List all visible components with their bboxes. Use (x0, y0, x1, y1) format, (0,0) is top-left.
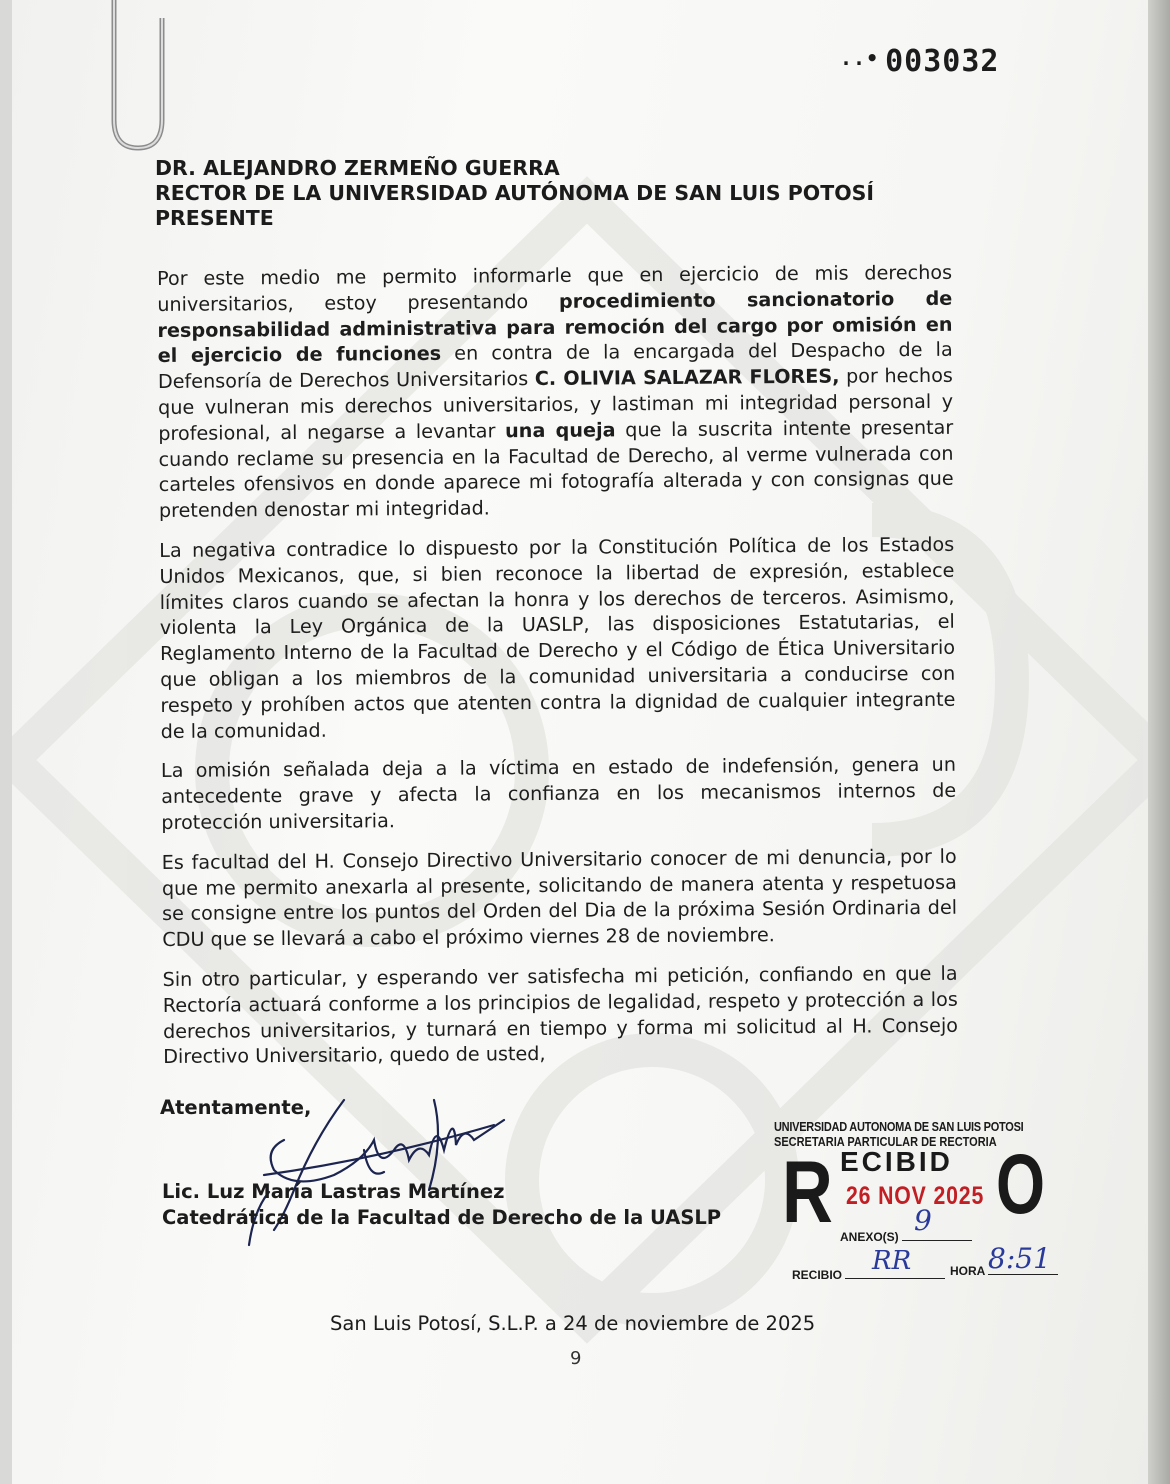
stamp-recibio-value: RR (872, 1246, 912, 1276)
folio-prefix: ..• (840, 46, 880, 70)
page-number: 9 (570, 1348, 582, 1369)
stamp-date: 26 NOV 2025 (846, 1182, 985, 1210)
stamp-letter-o: O (996, 1137, 1046, 1231)
signature-greeting: Atentamente, (160, 1096, 312, 1119)
stamp-hora: HORA (950, 1264, 1058, 1278)
letter-body (157, 260, 958, 1084)
received-stamp (774, 1110, 1074, 1300)
stamp-recibio: RECIBIO (792, 1268, 945, 1282)
page-edge (1148, 0, 1170, 1484)
stamp-office: SECRETARIA PARTICULAR DE RECTORIA (774, 1135, 997, 1149)
stamp-anexo-value: 9 (914, 1204, 932, 1237)
stamp-word: ECIBID (840, 1146, 953, 1177)
paragraph-4: Es facultad del H. Consejo Directivo Universitario conocer de mi denuncia, por lo que me permito anexarla al presente, solicitando de manera atenta y respetuosa se consigne entre los puntos del Orden del Dia de la próxima Sesión Ordinaria del CDU que se llevará a cabo el próximo viernes 28 de noviembre. (161, 844, 958, 952)
folio-number (840, 44, 1000, 79)
paragraph-1: Por este medio me permito informarle que en ejercicio de mis derechos universitarios, estoy presentando procedimiento sancionatorio de responsabilidad administrativa para remoción del cargo por omisión en el ejercicio de funciones en contra de la encargada del Despacho de la Defensoría de Derechos Universitarios C. OLIVIA SALAZAR FLORES, por hechos que vulneran mis derechos universitarios, y lastiman mi integridad personal y profesional, al negarse a levantar una queja que la suscrita intente presentar cuando reclame su presencia en la Facultad de Derecho, al verme vulnerada con carteles ofensivos en donde aparece mi fotografía alterada y con consignas que pretenden denostar mi integridad. (157, 260, 954, 523)
document-page (12, 0, 1162, 1484)
place-and-date: San Luis Potosí, S.L.P. a 24 de noviembre de 2025 (330, 1312, 816, 1335)
stamp-letter-r: R (782, 1142, 833, 1241)
stamp-hora-value: 8:51 (988, 1242, 1051, 1275)
folio-value: 003032 (885, 44, 1000, 79)
paragraph-5: Sin otro particular, y esperando ver satisfecha mi petición, confiando en que la Rectoría actuará conforme a los principios de legalidad, respeto y protección a los derechos universitarios, y turnará en tiempo y forma mi solicitud al H. Consejo Directivo Universitario, quedo de usted, (162, 961, 959, 1069)
addressee-position: RECTOR DE LA UNIVERSIDAD AUTÓNOMA DE SAN LUIS POTOSÍ (155, 181, 875, 205)
signer-name: Lic. Luz María Lastras Martínez (162, 1180, 505, 1203)
paragraph-3: La omisión señalada deja a la víctima en estado de indefensión, genera un antecedente grave y afecta la confianza en los mecanismos internos de protección universitaria. (160, 753, 957, 834)
signer-title: Catedrática de la Facultad de Derecho de la UASLP (162, 1206, 722, 1229)
paragraph-2: La negativa contradice lo dispuesto por la Constitución Política de los Estados Unidos Mexicanos, que, si bien reconoce la libertad de expresión, establece límites claros cuando se afectan la honra y los derechos de terceros. Asimismo, violenta la Ley Orgánica de la UASLP, las disposiciones Estatutarias, el Reglamento Interno de la Facultad de Derecho y el Código de Ética Universitario que obligan a los miembros de la comunidad universitaria a conducirse con respeto y prohíben actos que atenten contra la dignidad de cualquier integrante de la comunidad. (159, 532, 956, 743)
addressee-closing: PRESENTE (155, 206, 274, 230)
paper-clip-icon (94, 0, 174, 160)
addressee-name: DR. ALEJANDRO ZERMEÑO GUERRA (155, 156, 560, 180)
stamp-anexo: ANEXO(S) (840, 1230, 972, 1244)
stamp-institution: UNIVERSIDAD AUTONOMA DE SAN LUIS POTOSI (774, 1120, 1024, 1134)
addressee-block (155, 156, 874, 231)
